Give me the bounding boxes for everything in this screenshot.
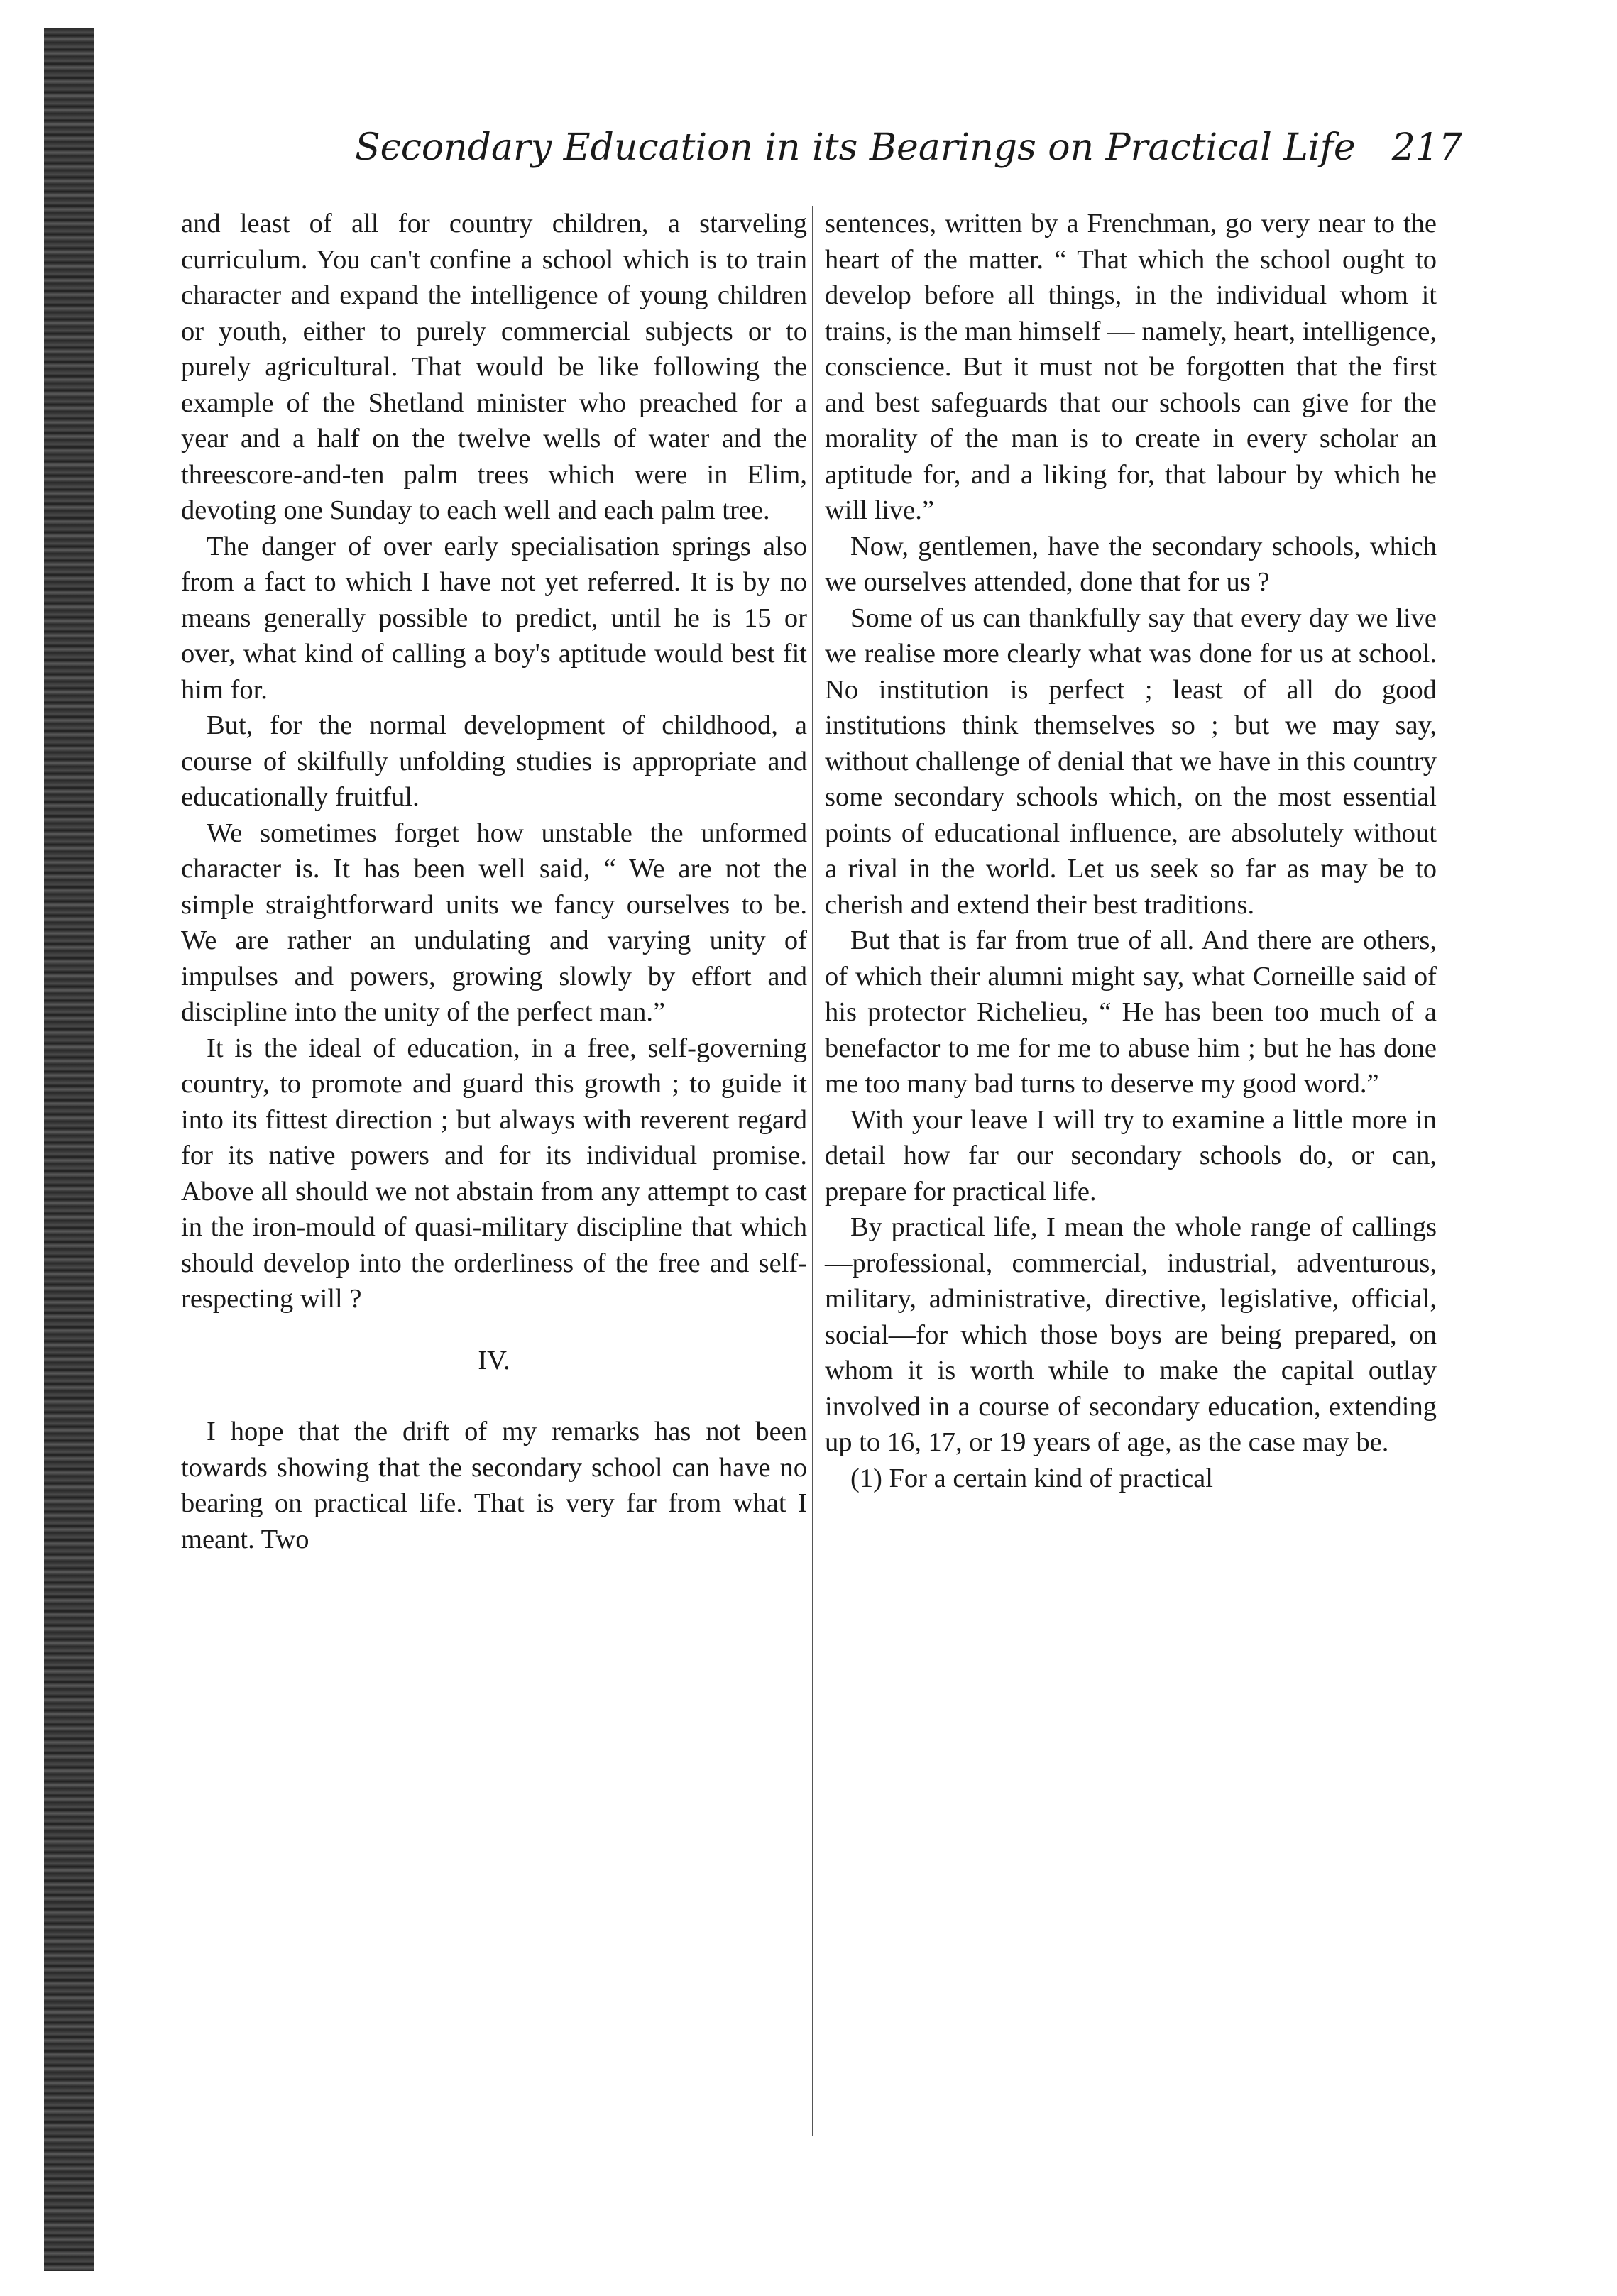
section-heading: IV. [478,1345,510,1375]
paragraph: We sometimes forget how unstable the unformed character is. It has been well said, “ We are not the simple straightforward units we fancy ourselves to be. We are rather an undulating and varying unity of impulses and powers, growing slowly by effort and discipline into the unity of the perfect man.” [181,818,807,1027]
column-divider [812,206,813,2136]
paragraph: It is the ideal of education, in a free, self-governing country, to promote and guard this growth ; to guide it into its fittest direction ; but always with reverent regard for its native powers and for its individual promise. Above all should we not abstain from any attempt to cast in the iron-mould of quasi-military discipline that which should develop into the orderliness of the free and self-respecting will ? [181,1033,807,1314]
paragraph: (1) For a certain kind of practical [850,1463,1213,1493]
paragraph: and least of all for country children, a starveling curriculum. You can't confine a school which is to train character and expand the intelligence of young children or youth, either to purely commercial subjects or to purely agricultural. That would be like following the example of the Shetland minister who preached for a year and a half on the twelve wells of water and the threescore-and-ten palm trees which were in Elim, devoting one Sunday to each well and each palm tree. [181,209,807,525]
left-column [181,206,807,1557]
paragraph: But, for the normal development of childhood, a course of skilfully unfolding studies is appropriate and educationally fruitful. [181,710,807,812]
book-binding-edge [44,28,94,2271]
right-column [825,206,1437,1496]
running-title: Sєcondary Education in its Bearings on Practical Life [355,126,1356,169]
running-header [355,119,1462,176]
paragraph: Now, gentlemen, have the secondary schools, which we ourselves attended, done that for us ? [825,531,1437,597]
paragraph: By practical life, I mean the whole range of callings—professional, commercial, industrial, adventurous, military, administrative, directive, legislative, official, social—for which those boys are being prepared, on whom it is worth while to make the capital outlay involved in a course of secondary education, extending up to 16, 17, or 19 years of age, as the case may be. [825,1212,1437,1457]
paragraph: But that is far from true of all. And there are others, of which their alumni might say, what Corneille said of his protector Richelieu, “ He has been too much of a benefactor to me for me to abuse him ; but he has done me too many bad turns to deserve my good word.” [825,925,1437,1099]
paragraph: Some of us can thankfully say that every day we live we realise more clearly what was done for us at school. No institution is perfect ; least of all do good institutions think themselves so ; but we may say, without challenge of denial that we have in this country some secondary schools which, on the most essential points of educational influence, are absolutely without a rival in the world. Let us seek so far as may be to cherish and extend their best traditions. [825,603,1437,920]
paragraph: sentences, written by a Frenchman, go very near to the heart of the matter. “ That which the school ought to develop before all things, in the individual whom it trains, is the man himself — namely, heart, intelligence, conscience. But it must not be forgotten that the first and best safeguards that our schools can give for the morality of the man is to create in every scholar an aptitude for, and a liking for, that labour by which he will live.” [825,209,1437,525]
paragraph: The danger of over early specialisation springs also from a fact to which I have not yet referred. It is by no means generally possible to predict, until he is 15 or over, what kind of calling a boy's aptitude would best fit him for. [181,531,807,705]
paragraph: With your leave I will try to examine a little more in detail how far our secondary schools do, or can, prepare for practical life. [825,1104,1437,1207]
paragraph: I hope that the drift of my remarks has not been towards showing that the secondary school can have no bearing on practical life. That is very far from what I meant. Two [181,1417,807,1554]
page-number: 217 [1391,126,1462,169]
